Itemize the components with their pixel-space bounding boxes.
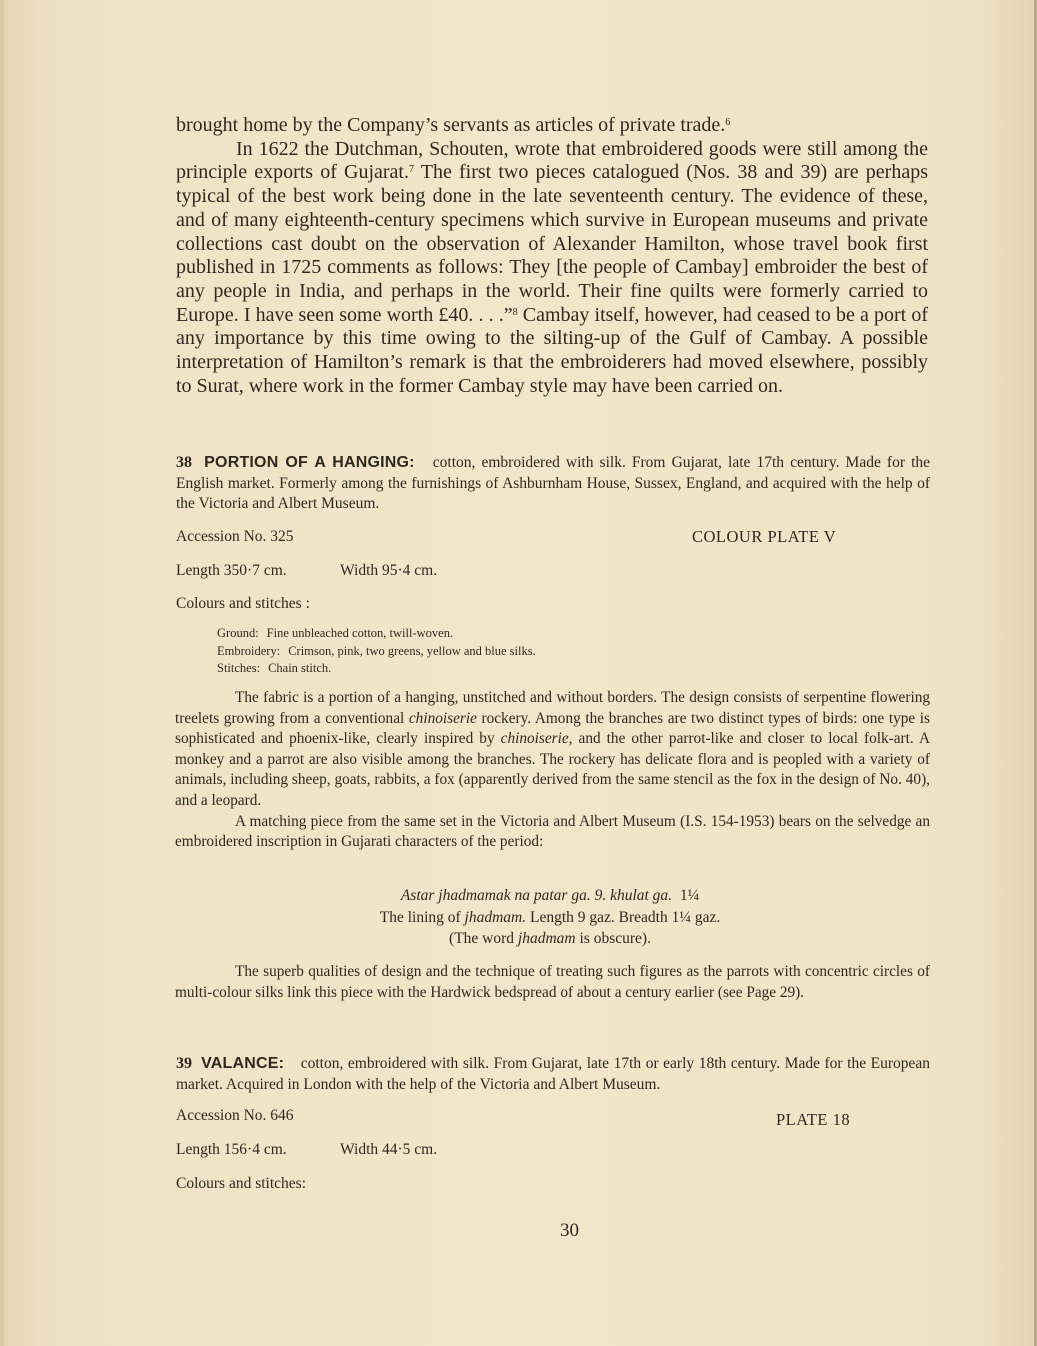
entry-38-body (175, 688, 930, 853)
stitches-row: Stitches: Chain stitch. (217, 661, 332, 675)
entry-38-paragraph-2: A matching piece from the same set in the Victoria and Albert Museum (I.S. 154-1953) bears on the selvedge an embroidered inscription in Gujarati characters of the period: (175, 812, 930, 851)
inscription-line-2: The lining of jhadmam. Length 9 gaz. Breadth 1¼ gaz. (379, 908, 721, 926)
page-left-edge (0, 0, 4, 1346)
entry-38-heading (176, 453, 930, 515)
entry-39-length: Length 156·4 cm. (176, 1141, 287, 1158)
footnote-7: 7 (408, 164, 414, 176)
entry-38-colours-label: Colours and stitches : (176, 595, 310, 612)
ground-row: Ground: Fine unbleached cotton, twill-woven. (217, 626, 454, 640)
entry-39-number: 39 (176, 1055, 192, 1072)
entry-38-accession: Accession No. 325 (176, 528, 294, 545)
footnote-8: 8 (512, 306, 518, 318)
intro-paragraph-2: In 1622 the Dutchman, Schouten, wrote that embroidered goods were still among the principle exports of Gujarat.$^7$ The first two pieces catalogued (Nos. 38 and 39) are perhaps typical of the best work being done in the late seventeenth century. The evidence of these, and of many eighteenth-century specimens which survive in European museums and private collections cast doubt on the observation of Alexander Hamilton, whose travel book first published in 1725 comments as follows: They [the people of Cambay] embroider the best of any people in India, and perhaps in the world. Their fine quilts were formerly carried to Europe. I have seen some worth £40. . . .”$^8$ Cambay itself, however, had ceased to be a port of any importance by this time owing to the silting-up of the Gulf of Cambay. A possible interpretation of Hamilton’s remark is that the embroiderers had moved elsewhere, possibly to Surat, where work in the former Cambay style may have been carried on. (176, 137, 928, 397)
entry-38-width: Width 95·4 cm. (340, 562, 438, 579)
inscription-block (250, 885, 850, 950)
intro-paragraph-1: brought home by the Company’s servants as articles of private trade.$^6$ (176, 114, 731, 136)
entry-38-stitch-list (217, 625, 536, 678)
entry-38-body-2 (175, 962, 930, 1003)
entry-38-number: 38 (176, 454, 192, 471)
entry-38-description: cotton, embroidered with silk. From Gujarat, late 17th century. Made for the English market. Formerly among the furnishings of Ashburnham House, Sussex, England, and acquired with the help of the Victoria and Albert Museum. (176, 454, 931, 512)
inscription-line-1: Astar jhadmamak na patar ga. 9. khulat ga. 1¼ (400, 887, 700, 904)
entry-39-colours-label: Colours and stitches: (176, 1175, 307, 1192)
entry-38-title: PORTION OF A HANGING: (204, 454, 415, 471)
inscription-line-3: (The word jhadmam is obscure). (449, 930, 651, 947)
entry-38-paragraph-1: The fabric is a portion of a hanging, unstitched and without borders. The design consists of serpentine flowering treelets growing from a conventional chinoiserie rockery. Among the branches are two distinct types of birds: one type is sophisticated and phoenix-like, clearly inspired by chinoiserie, and the other parrot-like and closer to local folk-art. A monkey and a parrot are also visible among the branches. The rockery has delicate flora and is peopled with a variety of animals, including sheep, goats, rabbits, a fox (apparently derived from the same stencil as the fox in the design of No. 40), and a leopard. (175, 689, 930, 809)
entry-39-heading (176, 1054, 930, 1095)
entry-38-length: Length 350·7 cm. (176, 562, 287, 579)
page-number: 30 (560, 1220, 579, 1241)
embroidery-row: Embroidery: Crimson, pink, two greens, yellow and blue silks. (217, 643, 536, 658)
entry-39-accession: Accession No. 646 (176, 1107, 294, 1124)
entry-39-description: cotton, embroidered with silk. From Gujarat, late 17th or early 18th century. Made for the European market. Acquired in London with the help of the Victoria and Albert Museum. (176, 1055, 931, 1093)
entry-38-paragraph-3: The superb qualities of design and the technique of treating such figures as the parrots with concentric circles of multi-colour silks link this piece with the Hardwick bedspread of about a century earlier (see Page 29). (175, 963, 930, 1001)
intro-text (176, 114, 928, 398)
entry-39-plate: PLATE 18 (776, 1110, 851, 1129)
entry-39-title: VALANCE: (201, 1055, 285, 1072)
footnote-6: 6 (725, 117, 731, 128)
entry-39-width: Width 44·5 cm. (340, 1141, 438, 1158)
entry-38-plate: COLOUR PLATE V (692, 527, 837, 546)
